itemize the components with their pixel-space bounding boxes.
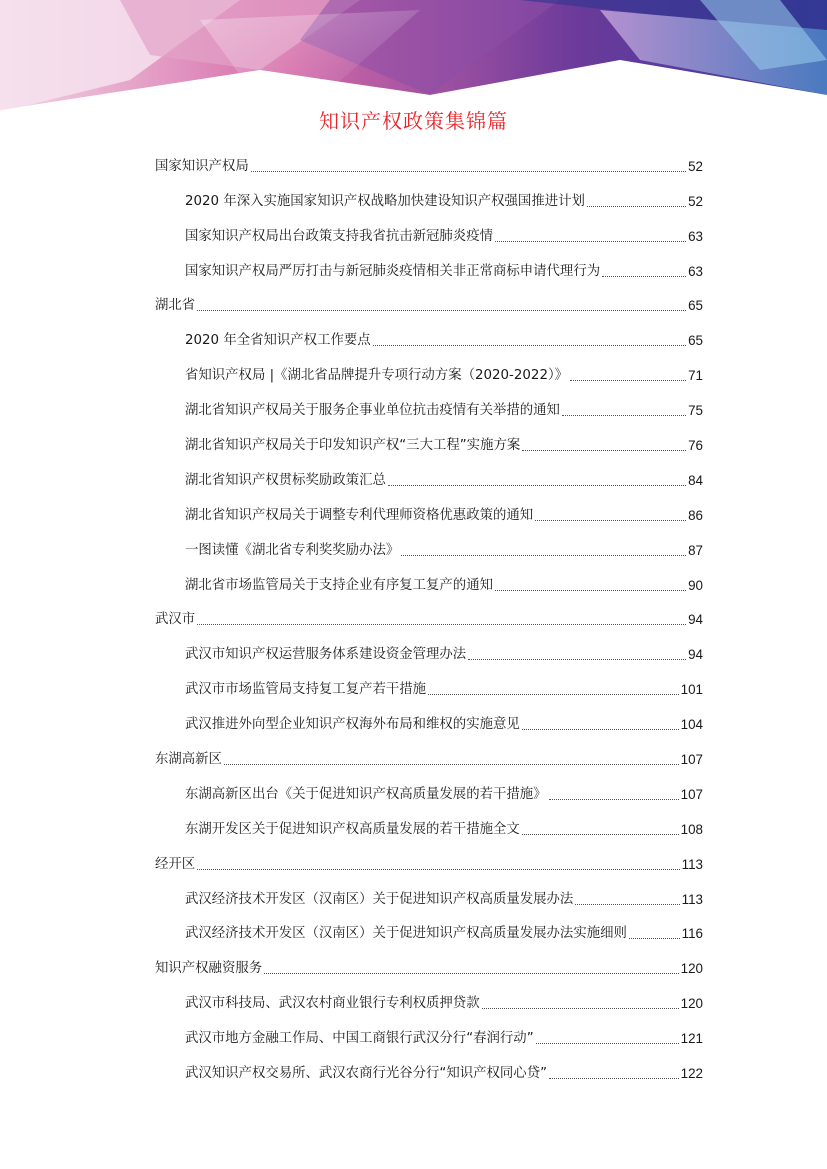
toc-item-entry[interactable]: [155, 1051, 703, 1086]
toc-page-number: 63: [688, 228, 703, 244]
toc-entry-label: 国家知识产权局: [155, 158, 249, 174]
toc-entry-label: 武汉市知识产权运营服务体系建设资金管理办法: [185, 647, 467, 663]
toc-entry-label: 东湖高新区出台《关于促进知识产权高质量发展的若干措施》: [185, 786, 547, 802]
toc-item-entry[interactable]: [155, 458, 703, 493]
toc-dot-leader: [495, 590, 686, 591]
toc-page-number: 71: [688, 368, 703, 384]
toc-page-number: 52: [688, 193, 703, 209]
toc-entry-label: 湖北省: [155, 298, 196, 314]
toc-dot-leader: [522, 729, 679, 730]
page-title: 知识产权政策集锦篇: [319, 109, 508, 133]
toc-dot-leader: [535, 520, 686, 521]
toc-page-number: 90: [688, 577, 703, 593]
toc-entry-label: 武汉推进外向型企业知识产权海外布局和维权的实施意见: [185, 717, 520, 733]
toc-page-number: 65: [688, 333, 703, 349]
toc-dot-leader: [602, 276, 686, 277]
toc-dot-leader: [575, 904, 679, 905]
table-of-contents: [155, 144, 703, 1086]
toc-page-number: 65: [688, 298, 703, 314]
toc-entry-label: 省知识产权局 |《湖北省品牌提升专项行动方案（2020-2022）》: [185, 368, 569, 384]
toc-item-entry[interactable]: [155, 632, 703, 667]
toc-dot-leader: [522, 450, 686, 451]
toc-entry-label: 知识产权融资服务: [155, 961, 263, 977]
toc-dot-leader: [388, 485, 686, 486]
toc-dot-leader: [536, 1043, 679, 1044]
toc-dot-leader: [482, 1008, 679, 1009]
toc-dot-leader: [264, 973, 679, 974]
toc-section-entry[interactable]: [155, 737, 703, 772]
toc-entry-label: 国家知识产权局出台政策支持我省抗击新冠肺炎疫情: [185, 228, 493, 244]
toc-entry-label: 国家知识产权局严厉打击与新冠肺炎疫情相关非正常商标申请代理行为: [185, 263, 601, 279]
toc-item-entry[interactable]: [155, 318, 703, 353]
toc-entry-label: 湖北省市场监管局关于支持企业有序复工复产的通知: [185, 577, 493, 593]
toc-item-entry[interactable]: [155, 493, 703, 528]
toc-item-entry[interactable]: [155, 528, 703, 563]
toc-entry-label: 湖北省知识产权贯标奖励政策汇总: [185, 472, 386, 488]
toc-page-number: 104: [680, 717, 703, 733]
toc-item-entry[interactable]: [155, 423, 703, 458]
toc-dot-leader: [197, 869, 679, 870]
toc-item-entry[interactable]: [155, 563, 703, 598]
toc-item-entry[interactable]: [155, 912, 703, 947]
toc-item-entry[interactable]: [155, 702, 703, 737]
toc-section-entry[interactable]: [155, 842, 703, 877]
toc-page-number: 120: [680, 961, 703, 977]
toc-item-entry[interactable]: [155, 249, 703, 284]
toc-dot-leader: [522, 834, 679, 835]
toc-section-entry[interactable]: [155, 946, 703, 981]
toc-item-entry[interactable]: [155, 214, 703, 249]
toc-entry-label: 武汉市: [155, 612, 196, 628]
toc-page-number: 52: [688, 158, 703, 174]
toc-item-entry[interactable]: [155, 807, 703, 842]
toc-page-number: 86: [688, 507, 703, 523]
toc-page-number: 120: [680, 996, 703, 1012]
toc-page-number: 108: [680, 821, 703, 837]
toc-dot-leader: [549, 1078, 679, 1079]
toc-dot-leader: [570, 380, 686, 381]
toc-dot-leader: [562, 415, 686, 416]
toc-entry-label: 武汉经济技术开发区（汉南区）关于促进知识产权高质量发展办法实施细则: [185, 926, 627, 942]
toc-page-number: 75: [688, 403, 703, 419]
toc-dot-leader: [401, 555, 686, 556]
toc-item-entry[interactable]: [155, 877, 703, 912]
toc-dot-leader: [197, 624, 686, 625]
toc-dot-leader: [428, 694, 679, 695]
toc-dot-leader: [224, 764, 679, 765]
toc-item-entry[interactable]: [155, 772, 703, 807]
toc-page-number: 101: [680, 682, 703, 698]
toc-entry-label: 经开区: [155, 856, 196, 872]
toc-page-number: 87: [688, 542, 703, 558]
toc-dot-leader: [197, 310, 686, 311]
toc-page-number: 84: [688, 472, 703, 488]
toc-entry-label: 东湖开发区关于促进知识产权高质量发展的若干措施全文: [185, 821, 520, 837]
toc-section-entry[interactable]: [155, 144, 703, 179]
toc-item-entry[interactable]: [155, 353, 703, 388]
toc-item-entry[interactable]: [155, 981, 703, 1016]
toc-item-entry[interactable]: [155, 179, 703, 214]
toc-section-entry[interactable]: [155, 598, 703, 633]
toc-entry-label: 2020 年深入实施国家知识产权战略加快建设知识产权强国推进计划: [185, 193, 585, 209]
toc-entry-label: 武汉市市场监管局支持复工复产若干措施: [185, 682, 427, 698]
toc-entry-label: 东湖高新区: [155, 752, 222, 768]
toc-dot-leader: [587, 206, 686, 207]
toc-page-number: 113: [681, 856, 703, 872]
toc-dot-leader: [495, 241, 686, 242]
toc-page-number: 122: [680, 1066, 703, 1082]
toc-section-entry[interactable]: [155, 284, 703, 319]
toc-dot-leader: [549, 799, 679, 800]
toc-entry-label: 武汉市地方金融工作局、中国工商银行武汉分行“春润行动”: [185, 1031, 534, 1047]
toc-page-number: 107: [680, 752, 703, 768]
toc-page-number: 76: [688, 438, 703, 454]
toc-page-number: 94: [688, 612, 703, 628]
toc-dot-leader: [251, 171, 686, 172]
toc-entry-label: 一图读懂《湖北省专利奖奖励办法》: [185, 542, 400, 558]
toc-entry-label: 湖北省知识产权局关于调整专利代理师资格优惠政策的通知: [185, 507, 534, 523]
toc-dot-leader: [373, 345, 686, 346]
toc-entry-label: 武汉知识产权交易所、武汉农商行光谷分行“知识产权同心贷”: [185, 1066, 548, 1082]
toc-page-number: 121: [680, 1031, 703, 1047]
toc-page-number: 107: [680, 786, 703, 802]
toc-item-entry[interactable]: [155, 388, 703, 423]
toc-dot-leader: [468, 659, 686, 660]
toc-page-number: 116: [681, 926, 703, 942]
toc-item-entry[interactable]: [155, 667, 703, 702]
toc-page-number: 94: [688, 647, 703, 663]
toc-entry-label: 湖北省知识产权局关于服务企事业单位抗击疫情有关举措的通知: [185, 403, 560, 419]
toc-entry-label: 2020 年全省知识产权工作要点: [185, 333, 371, 349]
toc-page-number: 113: [681, 891, 703, 907]
toc-entry-label: 湖北省知识产权局关于印发知识产权“三大工程”实施方案: [185, 438, 521, 454]
toc-item-entry[interactable]: [155, 1016, 703, 1051]
toc-page-number: 63: [688, 263, 703, 279]
toc-entry-label: 武汉市科技局、武汉农村商业银行专利权质押贷款: [185, 996, 480, 1012]
toc-dot-leader: [629, 938, 680, 939]
toc-entry-label: 武汉经济技术开发区（汉南区）关于促进知识产权高质量发展办法: [185, 891, 574, 907]
